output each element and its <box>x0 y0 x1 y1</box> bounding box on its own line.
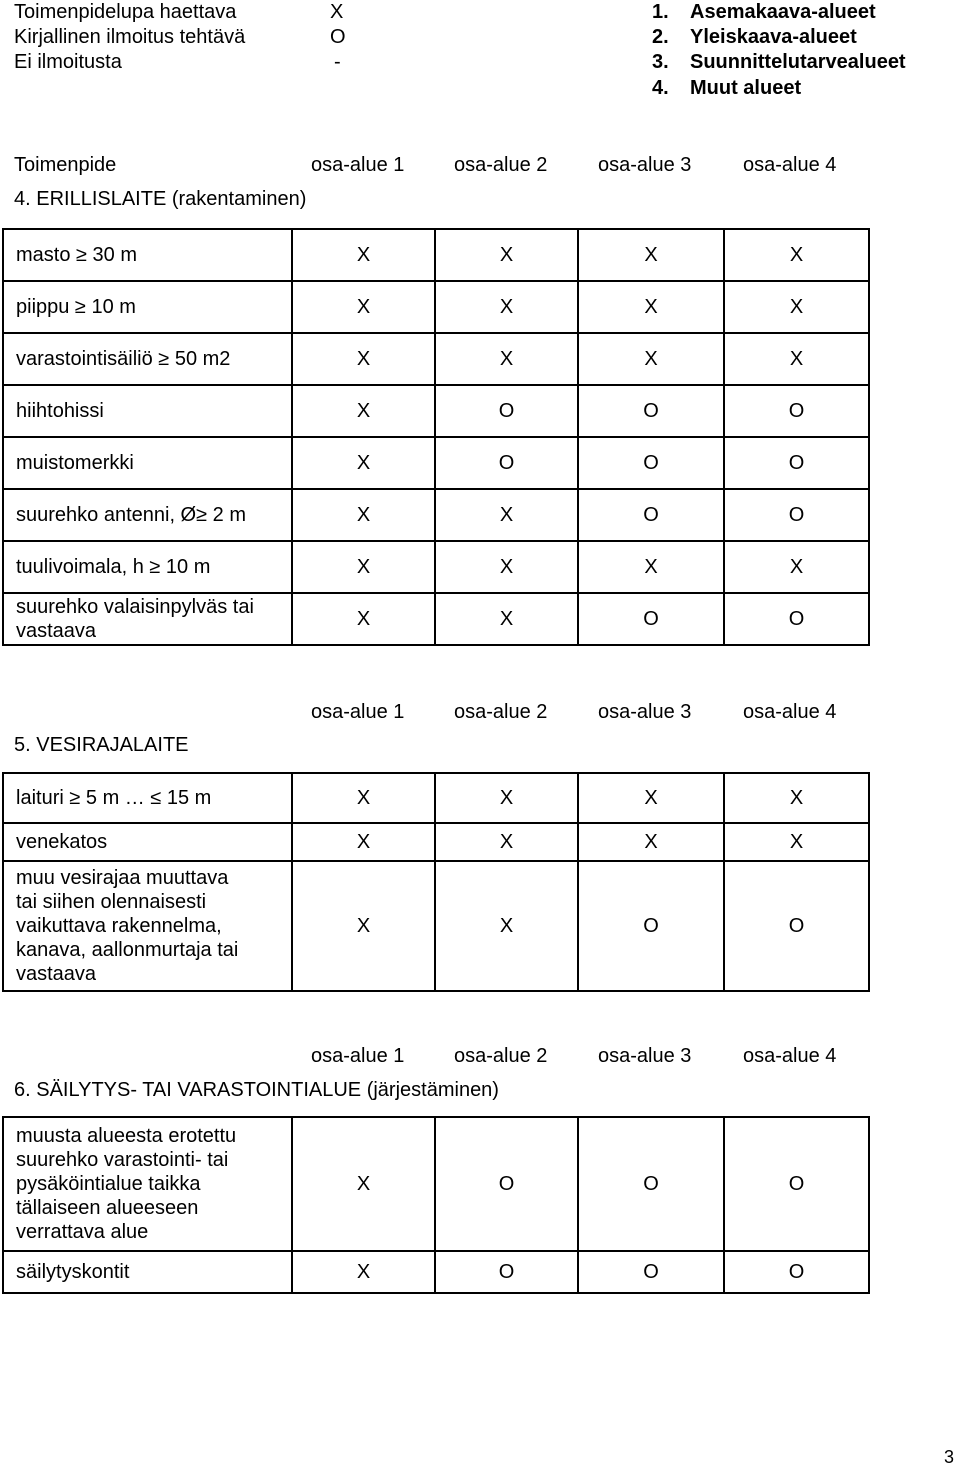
column-header-area: osa-alue 4 <box>743 1045 837 1067</box>
table-row <box>3 229 869 281</box>
cell-value: X <box>292 1251 435 1293</box>
cell-value: X <box>435 823 578 861</box>
cell-value: X <box>435 229 578 281</box>
row-label: laituri ≥ 5 m … ≤ 15 m <box>3 773 292 823</box>
cell-value: X <box>435 489 578 541</box>
column-header-area: osa-alue 2 <box>454 1045 548 1067</box>
cell-value: X <box>292 437 435 489</box>
column-header-area: osa-alue 3 <box>598 1045 692 1067</box>
row-label <box>3 593 292 645</box>
row-label-line: pysäköintialue taikka <box>16 1173 201 1195</box>
cell-value: X <box>292 823 435 861</box>
cell-value: X <box>724 229 869 281</box>
cell-value: X <box>578 281 724 333</box>
row-label: varastointisäiliö ≥ 50 m2 <box>3 333 292 385</box>
area-label: Yleiskaava-alueet <box>690 26 857 48</box>
cell-value: O <box>578 385 724 437</box>
cell-value: X <box>578 229 724 281</box>
column-header-area: osa-alue 2 <box>454 701 548 723</box>
cell-value: X <box>292 1117 435 1251</box>
row-label-line: kanava, aallonmurtaja tai <box>16 939 239 961</box>
cell-value: X <box>435 281 578 333</box>
column-header-area: osa-alue 3 <box>598 154 692 176</box>
row-label-line: vastaava <box>16 620 97 642</box>
legend-mark: X <box>330 1 344 23</box>
cell-value: O <box>724 1117 869 1251</box>
column-header-area: osa-alue 4 <box>743 701 837 723</box>
column-header-area: osa-alue 3 <box>598 701 692 723</box>
cell-value: O <box>724 593 869 645</box>
cell-value: O <box>435 1117 578 1251</box>
row-label-line: muusta alueesta erotettu <box>16 1125 237 1147</box>
cell-value: X <box>292 593 435 645</box>
row-label: säilytyskontit <box>3 1251 292 1293</box>
cell-value: X <box>292 541 435 593</box>
cell-value: X <box>292 385 435 437</box>
section-5-table <box>2 772 870 992</box>
cell-value: X <box>724 773 869 823</box>
table-row <box>3 823 869 861</box>
cell-value: X <box>578 333 724 385</box>
cell-value: O <box>435 385 578 437</box>
area-number: 3. <box>652 51 669 73</box>
row-label: muistomerkki <box>3 437 292 489</box>
area-number: 2. <box>652 26 669 48</box>
table-row <box>3 541 869 593</box>
section-title: 6. SÄILYTYS- TAI VARASTOINTIALUE <box>14 1079 362 1101</box>
section-6-table <box>2 1116 870 1294</box>
row-label: hiihtohissi <box>3 385 292 437</box>
column-header-area: osa-alue 1 <box>311 1045 405 1067</box>
table-row <box>3 593 869 645</box>
row-label-line: vastaava <box>16 963 97 985</box>
table-row <box>3 281 869 333</box>
row-label-line: vaikuttava rakennelma, <box>16 915 222 937</box>
cell-value: O <box>578 489 724 541</box>
cell-value: X <box>578 541 724 593</box>
table-row <box>3 437 869 489</box>
section-4-heading <box>14 187 306 211</box>
cell-value: X <box>292 861 435 991</box>
column-header-first: Toimenpide <box>14 154 117 176</box>
legend-mark: O <box>330 26 346 48</box>
column-header-area: osa-alue 2 <box>454 154 548 176</box>
cell-value: X <box>435 593 578 645</box>
row-label: masto ≥ 30 m <box>3 229 292 281</box>
legend-label: Kirjallinen ilmoitus tehtävä <box>14 26 246 48</box>
row-label-line: muu vesirajaa muuttava <box>16 867 229 889</box>
cell-value: X <box>292 489 435 541</box>
column-header-area: osa-alue 1 <box>311 154 405 176</box>
cell-value: X <box>724 281 869 333</box>
area-label: Suunnittelutarvealueet <box>690 51 906 73</box>
section-title: 4. ERILLISLAITE <box>14 188 167 210</box>
row-label-line: tai siihen olennaisesti <box>16 891 207 913</box>
cell-value: X <box>578 823 724 861</box>
cell-value: X <box>435 333 578 385</box>
cell-value: O <box>724 861 869 991</box>
cell-value: O <box>578 1117 724 1251</box>
cell-value: X <box>578 773 724 823</box>
row-label: tuulivoimala, h ≥ 10 m <box>3 541 292 593</box>
row-label-line: verrattava alue <box>16 1221 149 1243</box>
cell-value: X <box>724 823 869 861</box>
cell-value: O <box>578 437 724 489</box>
cell-value: X <box>435 861 578 991</box>
cell-value: O <box>578 1251 724 1293</box>
section-note: (järjestäminen) <box>366 1079 499 1101</box>
cell-value: O <box>578 861 724 991</box>
row-label <box>3 861 292 991</box>
section-6-heading <box>14 1078 499 1102</box>
cell-value: X <box>435 773 578 823</box>
cell-value: O <box>724 385 869 437</box>
area-label: Muut alueet <box>690 77 802 99</box>
section-4-table <box>2 228 870 646</box>
cell-value: X <box>435 541 578 593</box>
row-label-line: tällaiseen alueeseen <box>16 1197 199 1219</box>
area-number: 1. <box>652 1 669 23</box>
column-header-area: osa-alue 4 <box>743 154 837 176</box>
table-row <box>3 1117 869 1251</box>
cell-value: O <box>724 1251 869 1293</box>
row-label: suurehko antenni, Ø≥ 2 m <box>3 489 292 541</box>
cell-value: X <box>292 333 435 385</box>
section-note: (rakentaminen) <box>171 188 307 210</box>
page-number: 3 <box>944 1447 955 1467</box>
cell-value: X <box>292 229 435 281</box>
table-row <box>3 489 869 541</box>
table-row <box>3 861 869 991</box>
row-label: piippu ≥ 10 m <box>3 281 292 333</box>
cell-value: O <box>724 489 869 541</box>
cell-value: X <box>724 333 869 385</box>
cell-value: X <box>292 281 435 333</box>
cell-value: O <box>435 1251 578 1293</box>
table-row <box>3 385 869 437</box>
table-row <box>3 1251 869 1293</box>
area-number: 4. <box>652 77 669 99</box>
section-5-heading: 5. VESIRAJALAITE <box>14 734 189 756</box>
row-label-line: suurehko varastointi- tai <box>16 1149 229 1171</box>
table-row <box>3 333 869 385</box>
row-label-line: suurehko valaisinpylväs tai <box>16 596 254 618</box>
legend-label: Toimenpidelupa haettava <box>14 1 237 23</box>
cell-value: O <box>724 437 869 489</box>
cell-value: O <box>578 593 724 645</box>
cell-value: X <box>292 773 435 823</box>
table-row <box>3 773 869 823</box>
cell-value: X <box>724 541 869 593</box>
area-label: Asemakaava-alueet <box>690 1 876 23</box>
legend-label: Ei ilmoitusta <box>14 51 122 73</box>
cell-value: O <box>435 437 578 489</box>
row-label: venekatos <box>3 823 292 861</box>
row-label <box>3 1117 292 1251</box>
legend-mark: - <box>334 51 341 73</box>
column-header-area: osa-alue 1 <box>311 701 405 723</box>
